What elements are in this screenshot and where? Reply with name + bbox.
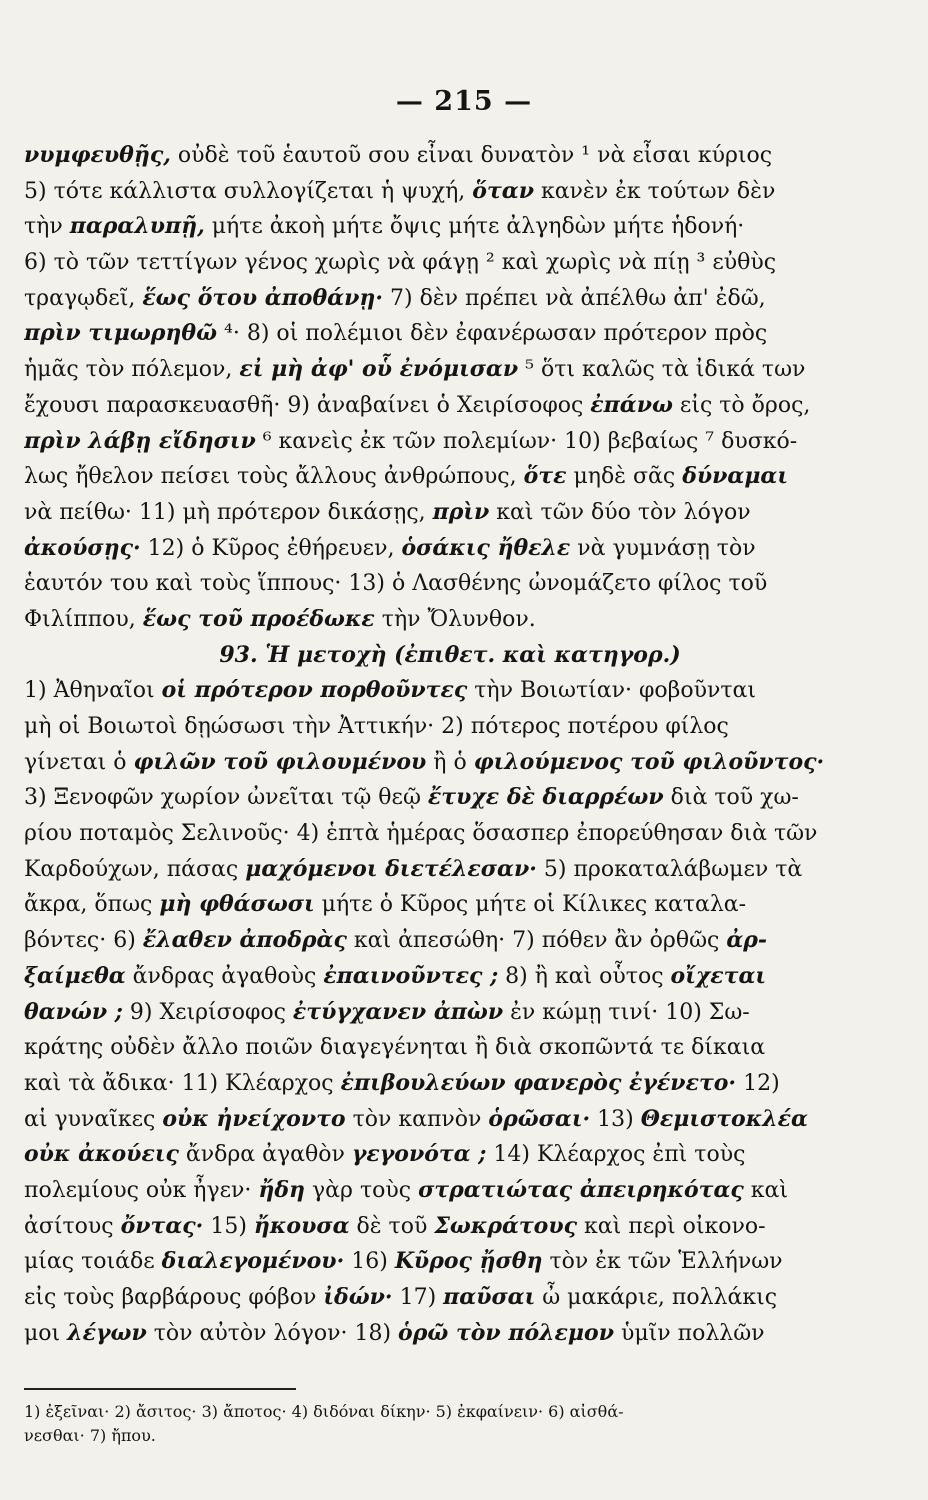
emphasized-text: ἐπαινοῦντες ; — [323, 962, 499, 989]
text-run: τὴν — [24, 214, 70, 240]
footnote-line: νεσθαι· 7) ἤπου. — [24, 1426, 156, 1445]
text-run: καὶ περὶ οἰκονο- — [577, 1213, 766, 1239]
text-line — [24, 352, 876, 388]
emphasized-text: ἕως τοῦ προέδωκε — [142, 605, 375, 632]
text-line — [24, 780, 876, 816]
text-line — [24, 923, 876, 959]
text-run: 12) — [736, 1070, 780, 1096]
emphasized-text: ἰδών· — [323, 1284, 393, 1310]
text-run: ἢ ὁ — [426, 749, 474, 775]
emphasized-text: ὁσάκις ἤθελε — [401, 534, 571, 561]
text-run: βόντες· 6) — [24, 928, 143, 954]
emphasized-text: μὴ φθάσωσι — [159, 891, 315, 918]
emphasized-text: δύναμαι — [682, 463, 788, 490]
text-run: μὴ οἱ Βοιωτοὶ δῃώσωσι τὴν Ἀττικήν· 2) πότερος ποτέρου φίλος — [24, 714, 729, 739]
emphasized-text: Σωκράτους — [434, 1212, 578, 1239]
emphasized-text: μαχόμενοι διετέλεσαν· — [245, 855, 537, 882]
emphasized-text: πρὶν — [432, 498, 490, 525]
text-line — [24, 138, 876, 174]
text-run: κανὲν ἐκ τούτων δὲν — [533, 178, 776, 204]
text-run: 8) ἢ καὶ οὗτος — [498, 963, 671, 989]
text-run: μήτε ὁ Κῦρος μήτε οἱ Κίλικες καταλα- — [314, 892, 747, 918]
text-run: μήτε ἀκοὴ μήτε ὄψις μήτε ἀλγηδὼν μήτε ἡδονή· — [204, 214, 745, 240]
text-line — [24, 852, 876, 888]
emphasized-text: παραλυπῇ, — [69, 213, 205, 240]
text-run: ἑαυτόν του καὶ τοὺς ἵππους· 13) ὁ Λασθένης ὠνομάζετο φίλος τοῦ — [24, 571, 768, 597]
text-line — [24, 745, 876, 781]
text-run: διὰ τοῦ χω- — [663, 785, 799, 811]
emphasized-text: ξαίμεθα — [24, 962, 126, 989]
text-run: τὸν αὐτὸν λόγον· 18) — [146, 1320, 399, 1346]
emphasized-text: Θεμιστοκλέα — [640, 1105, 808, 1132]
text-run: εἰς τὸ ὄρος, — [672, 392, 811, 418]
text-run: Φιλίππου, — [24, 606, 143, 632]
text-run: ἔχουσι παρασκευασθῆ· 9) ἀναβαίνει ὁ Χειρίσοφος — [24, 392, 591, 418]
emphasized-text: ὅτε — [523, 463, 567, 490]
text-run: δὲ τοῦ — [349, 1213, 435, 1239]
emphasized-text: οὐκ ἀκούεις — [24, 1141, 179, 1168]
text-run: ὑμῖν πολλῶν — [613, 1320, 765, 1346]
text-line — [24, 1280, 876, 1316]
text-run: ἄνδρας ἀγαθοὺς — [125, 963, 324, 989]
text-run: γίνεται ὁ — [24, 749, 134, 775]
text-run: ἡμᾶς τὸν πόλεμον, — [24, 357, 240, 383]
text-line — [24, 673, 876, 709]
text-run: μηδὲ σᾶς — [566, 464, 683, 490]
text-run: 7) δὲν πρέπει νὰ ἀπέλθω ἀπ' ἐδῶ, — [383, 285, 766, 311]
text-line — [24, 1209, 876, 1245]
text-run: ⁶ κανεὶς ἐκ τῶν πολεμίων· 10) βεβαίως ⁷ δυσκό- — [255, 428, 798, 454]
text-run: καὶ τῶν δύο τὸν λόγον — [489, 499, 751, 525]
emphasized-text: ἀρ- — [726, 927, 768, 954]
text-line — [24, 174, 876, 210]
text-line — [24, 709, 876, 745]
text-line — [24, 388, 876, 424]
text-run: ἄνδρα ἀγαθὸν — [178, 1142, 352, 1168]
text-run: ἄκρα, ὅπως — [24, 892, 160, 918]
emphasized-text: ἔτυχε δὲ διαρρέων — [427, 784, 664, 811]
text-run: ὦ μακάριε, πολλάκις — [535, 1285, 778, 1310]
text-run: κράτης οὐδὲν ἄλλο ποιῶν διαγεγένηται ἢ διὰ σκοπῶντά τε δίκαια — [24, 1035, 766, 1061]
emphasized-text: ἤδη — [258, 1176, 306, 1203]
text-line — [24, 424, 876, 460]
emphasized-text: ὅταν — [472, 177, 534, 204]
text-line — [24, 887, 876, 923]
emphasized-text: νυμφευθῇς, — [24, 142, 171, 168]
text-run: νὰ γυμνάσῃ τὸν — [570, 535, 756, 561]
text-run: ρίου ποταμὸς Σελινοῦς· 4) ἑπτὰ ἡμέρας ὅσασπερ ἐπορεύθησαν διὰ τῶν — [24, 821, 818, 847]
emphasized-text: ὄντας· — [120, 1212, 204, 1239]
text-run: 16) — [344, 1249, 395, 1275]
emphasized-text: 93. Ἡ μετοχὴ (ἐπιθετ. καὶ κατηγορ.) — [219, 641, 681, 668]
text-run: 14) Κλέαρχος ἐπὶ τοὺς — [486, 1142, 746, 1168]
emphasized-text: ἤκουσα — [253, 1212, 350, 1239]
emphasized-text: φιλούμενος τοῦ φιλοῦντος· — [473, 748, 825, 775]
emphasized-text: διαλεγομένου· — [161, 1248, 345, 1275]
text-run: 9) Χειρίσοφος — [122, 999, 293, 1025]
text-run: 5) προκαταλάβωμεν τὰ — [536, 856, 803, 882]
text-run: 6) τὸ τῶν τεττίγων γένος χωρὶς νὰ φάγῃ ² καὶ χωρὶς νὰ πίῃ ³ εὐθὺς — [24, 250, 777, 276]
text-line — [24, 316, 876, 352]
text-line — [24, 1030, 876, 1066]
text-run: 3) Ξενοφῶν χωρίον ὠνεῖται τῷ θεῷ — [24, 785, 428, 811]
text-run: ἐν κώμῃ τινί· 10) Σω- — [503, 999, 750, 1025]
footnote-line: 1) ἐξεῖναι· 2) ἄσιτος· 3) ἄποτος· 4) διδόναι δίκην· 5) ἐκφαίνειν· 6) αἰσθά- — [24, 1402, 624, 1421]
text-line — [24, 281, 876, 317]
footnotes — [24, 1400, 884, 1448]
emphasized-text: ἔλαθεν ἀποδρὰς — [142, 927, 347, 954]
text-line — [24, 245, 876, 281]
text-run: ⁴· 8) οἱ πολέμιοι δὲν ἐφανέρωσαν πρότερον πρὸς — [217, 321, 768, 347]
text-run: καὶ τὰ ἄδικα· 11) Κλέαρχος — [24, 1070, 341, 1096]
text-line — [24, 816, 876, 852]
text-line — [24, 1137, 876, 1173]
emphasized-text: πρὶν λάβῃ εἴδησιν — [24, 427, 256, 454]
body-text — [24, 138, 876, 1351]
page-number: — 215 — — [395, 86, 533, 117]
text-run: ἀσίτους — [24, 1213, 121, 1239]
text-run: Καρδούχων, πάσας — [24, 856, 246, 882]
text-line — [24, 1102, 876, 1138]
emphasized-text: ἀκούσῃς· — [24, 534, 141, 561]
text-run: πολεμίους οὐκ ἦγεν· — [24, 1177, 259, 1203]
text-line — [24, 531, 876, 567]
text-run: μοι — [24, 1320, 68, 1346]
emphasized-text: οἴχεται — [670, 962, 767, 989]
emphasized-text: Κῦρος ᾔσθη — [394, 1248, 543, 1275]
text-run: γὰρ τοὺς — [305, 1177, 419, 1203]
text-run: 13) — [590, 1106, 641, 1132]
text-line — [24, 995, 876, 1031]
emphasized-text: γεγονότα ; — [351, 1141, 487, 1168]
emphasized-text: θανών ; — [24, 998, 123, 1025]
text-line — [24, 602, 876, 638]
text-line — [24, 209, 876, 245]
emphasized-text: οἱ πρότερον πορθοῦντες — [161, 677, 468, 704]
emphasized-text: οὐκ ἠνείχοντο — [162, 1105, 346, 1132]
emphasized-text: ἕως ὅτου ἀποθάνῃ· — [142, 284, 383, 311]
text-line — [24, 566, 876, 602]
text-run: 17) — [392, 1285, 444, 1310]
text-run: τὸν ἐκ τῶν Ἑλλήνων — [542, 1249, 783, 1275]
text-run: τραγῳδεῖ, — [24, 285, 143, 311]
emphasized-text: ἐπάνω — [590, 391, 673, 418]
text-line — [24, 1244, 876, 1280]
text-run: εἰς τοὺς βαρβάρους φόβον — [24, 1285, 324, 1310]
emphasized-text: εἰ μὴ ἀφ' οὗ ἐνόμισαν — [239, 356, 519, 383]
text-run: μίας τοιάδε — [24, 1249, 162, 1275]
text-run: νὰ πείθω· 11) μὴ πρότερον δικάσῃς, — [24, 499, 433, 525]
text-run: αἱ γυναῖκες — [24, 1106, 163, 1132]
footnote-divider — [24, 1388, 296, 1390]
text-run: ⁵ ὅτι καλῶς τὰ ἰδικά των — [518, 357, 806, 383]
text-run: 15) — [203, 1213, 254, 1239]
emphasized-text: παῦσαι — [443, 1284, 536, 1310]
text-run: τὸν καπνὸν — [345, 1106, 489, 1132]
text-line — [24, 959, 876, 995]
text-run: οὐδὲ τοῦ ἑαυτοῦ σου εἶναι δυνατὸν ¹ νὰ εἶσαι κύριος — [170, 143, 773, 168]
emphasized-text: ὁρῶ τὸν πόλεμον — [398, 1319, 614, 1346]
section-heading — [24, 638, 876, 674]
text-run: τὴν Βοιωτίαν· φοβοῦνται — [467, 678, 756, 704]
emphasized-text: ὁρῶσαι· — [488, 1105, 591, 1132]
emphasized-text: φιλῶν τοῦ φιλουμένου — [133, 748, 427, 775]
text-line — [24, 495, 876, 531]
text-run: λως ἤθελον πείσει τοὺς ἄλλους ἀνθρώπους, — [24, 464, 524, 490]
emphasized-text: ἐπιβουλεύων φανερὸς ἐγένετο· — [340, 1069, 737, 1096]
emphasized-text: στρατιώτας ἀπειρηκότας — [418, 1176, 744, 1203]
emphasized-text: ἐτύγχανεν ἀπὼν — [292, 998, 504, 1025]
text-run: 12) ὁ Κῦρος ἐθήρευεν, — [140, 535, 402, 561]
text-run: 1) Ἀθηναῖοι — [24, 678, 162, 704]
text-run: καὶ ἀπεσώθη· 7) πόθεν ἂν ὀρθῶς — [346, 928, 727, 954]
emphasized-text: πρὶν τιμωρηθῶ — [24, 320, 218, 347]
emphasized-text: λέγων — [67, 1319, 147, 1346]
text-line — [24, 1066, 876, 1102]
text-line — [24, 1173, 876, 1209]
text-line — [24, 459, 876, 495]
text-run: 5) τότε κάλλιστα συλλογίζεται ἡ ψυχή, — [24, 178, 473, 204]
text-run: καὶ — [743, 1177, 789, 1203]
text-line — [24, 1316, 876, 1352]
text-run: τὴν Ὄλυνθον. — [374, 606, 536, 632]
